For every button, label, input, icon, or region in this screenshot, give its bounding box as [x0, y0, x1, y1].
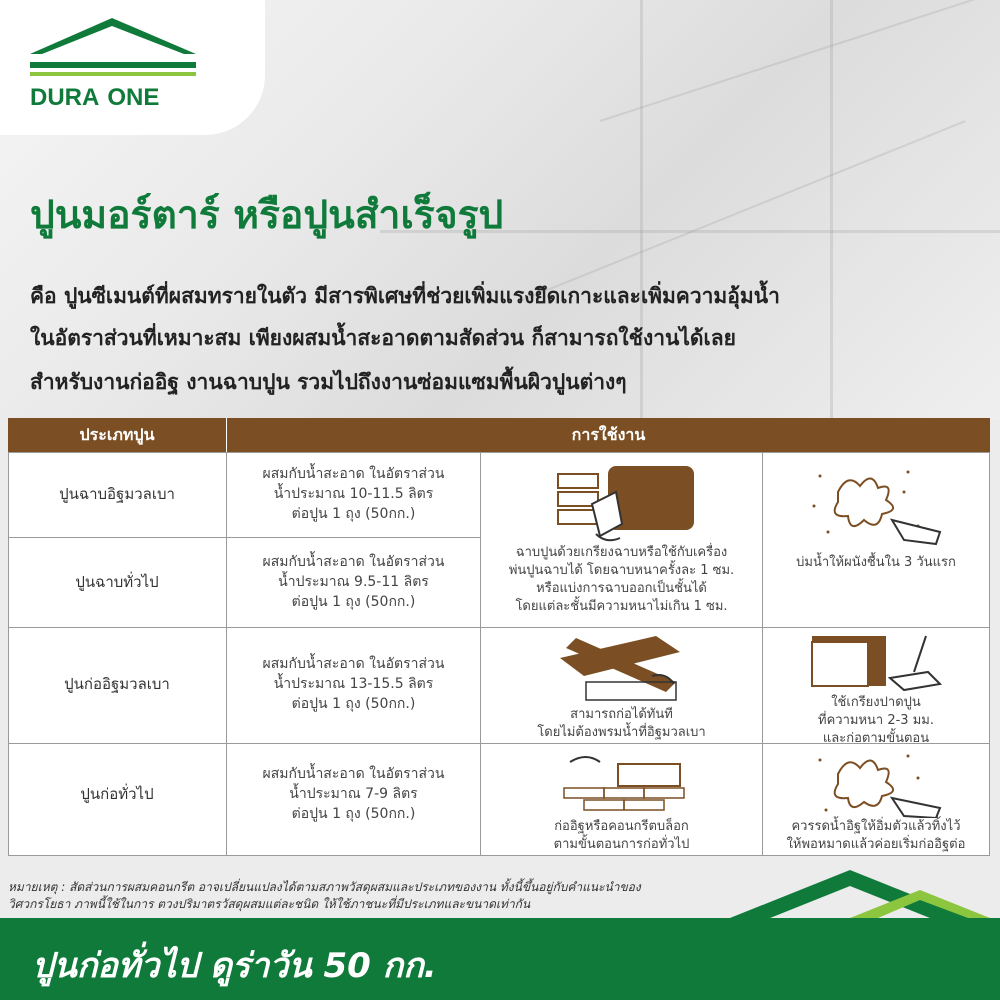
mix-line: ต่อปูน 1 ถุง (50กก.) [291, 696, 416, 712]
table-divider [8, 452, 990, 453]
row-3-mix [227, 654, 480, 714]
mix-line: ผสมกับน้ำสะอาด ในอัตราส่วน [262, 766, 445, 782]
caption-line: ใช้เกรียงปาดปูน [831, 695, 921, 710]
row-3-type: ปูนก่ออิฐมวลเบา [64, 675, 170, 693]
table-divider [8, 627, 990, 628]
caption-line: และก่อตามขั้นตอน [822, 731, 930, 746]
table-divider [8, 855, 990, 856]
logo-text-dura: DURA [30, 84, 100, 111]
header-type: ประเภทปูน [8, 418, 227, 452]
caption-line: โดยแต่ละชั้นมีความหนาไม่เกิน 1 ซม. [515, 599, 728, 614]
caption-line: โดยไม่ต้องพรมน้ำที่อิฐมวลเบา [537, 725, 706, 740]
logo-wordmark [30, 84, 200, 112]
usage-aac-lay [481, 706, 762, 742]
usage-general-wet [763, 818, 989, 854]
caption-line: ตามขั้นตอนการก่อทั่วไป [553, 837, 690, 852]
row-1-mix [227, 464, 480, 524]
table-divider [8, 537, 480, 538]
mix-line: น้ำประมาณ 10-11.5 ลิตร [273, 486, 434, 502]
header-usage: การใช้งาน [571, 425, 646, 444]
caption-line: สามารถก่อได้ทันที [570, 707, 673, 722]
description-line-2: ในอัตราส่วนที่เหมาะสม เพียงผสมน้ำสะอาดตามสัดส่วน ก็สามารถใช้งานได้เลย [30, 326, 736, 350]
logo-roof-icon [28, 14, 228, 94]
table-divider [480, 452, 481, 856]
footnote-line-2: วิศวกรโยธา ภาพนี้ใช้ในการ ตวงปริมาตรวัสดุผสมแต่ละชนิด ให้ใช้ภาชนะที่มีประเภทและขนาดเท่ากัน [8, 897, 531, 911]
caption-line: พ่นปูนฉาบได้ โดยฉาบหนาครั้งละ 1 ซม. [508, 563, 735, 578]
table-divider [989, 452, 990, 856]
mix-line: ต่อปูน 1 ถุง (50กก.) [291, 506, 416, 522]
row-4-type: ปูนก่อทั่วไป [80, 785, 154, 803]
description-line-3: สำหรับงานก่ออิฐ งานฉาบปูน รวมไปถึงงานซ่อมแซมพื้นผิวปูนต่างๆ [30, 370, 627, 394]
caption-line: บ่มน้ำให้ผนังชื้นใน 3 วันแรก [796, 555, 956, 570]
mix-line: น้ำประมาณ 7-9 ลิตร [289, 786, 418, 802]
mix-line: ผสมกับน้ำสะอาด ในอัตราส่วน [262, 466, 445, 482]
water-splash-icon [808, 462, 948, 552]
footnote-line-1: หมายเหตุ : สัดส่วนการผสมคอนกรีต อาจเปลี่ยนแปลงได้ตามสภาพวัสดุผสมและประเภทของงาน ทั้งนี้ขึ้นอยู่กับคำแนะนำของ [8, 880, 641, 894]
caption-line: ที่ความหนา 2-3 มม. [818, 713, 934, 728]
logo [0, 0, 265, 135]
mix-line: ผสมกับน้ำสะอาด ในอัตราส่วน [262, 554, 445, 570]
water-splash-icon [808, 748, 948, 818]
trowel-block-icon [808, 632, 948, 696]
mortar-usage-table [8, 418, 990, 856]
table-divider [762, 452, 763, 856]
footer-title: ปูนก่อทั่วไป ดูร่าวัน 50 กก. [32, 946, 437, 986]
caption-line: ควรรดน้ำอิฐให้อิ่มตัวแล้วทิ้งไว้ [791, 819, 961, 834]
table-header [8, 418, 990, 452]
usage-plaster-apply [481, 544, 762, 616]
description-line-1: คือ ปูนซีเมนต์ที่ผสมทรายในตัว มีสารพิเศษที่ช่วยเพิ่มแรงยึดเกาะและเพิ่มความอุ้มน้ำ [30, 284, 780, 308]
brick-laying-icon [556, 632, 696, 706]
row-2-mix [227, 552, 480, 612]
caption-line: ก่ออิฐหรือคอนกรีตบล็อก [554, 819, 689, 834]
row-4-mix [227, 764, 480, 824]
row-2-type: ปูนฉาบทั่วไป [75, 573, 159, 591]
caption-line: ให้พอหมาดแล้วค่อยเริ่มก่ออิฐต่อ [786, 837, 966, 852]
mix-line: ต่อปูน 1 ถุง (50กก.) [291, 806, 416, 822]
mix-line: น้ำประมาณ 9.5-11 ลิตร [278, 574, 429, 590]
page-title: ปูนมอร์ตาร์ หรือปูนสำเร็จรูป [30, 193, 504, 238]
trowel-plastering-icon [556, 464, 696, 548]
usage-aac-trowel [763, 694, 989, 748]
caption-line: ฉาบปูนด้วยเกรียงฉาบหรือใช้กับเครื่อง [515, 545, 728, 560]
usage-general-lay [481, 818, 762, 854]
caption-line: หรือแบ่งการฉาบออกเป็นชั้นได้ [536, 581, 707, 596]
usage-plaster-cure [763, 554, 989, 572]
brick-wall-icon [556, 748, 696, 814]
logo-text-one: ONE [107, 84, 160, 111]
row-1-type: ปูนฉาบอิฐมวลเบา [59, 485, 175, 503]
mix-line: ต่อปูน 1 ถุง (50กก.) [291, 594, 416, 610]
mix-line: ผสมกับน้ำสะอาด ในอัตราส่วน [262, 656, 445, 672]
mix-line: น้ำประมาณ 13-15.5 ลิตร [273, 676, 434, 692]
